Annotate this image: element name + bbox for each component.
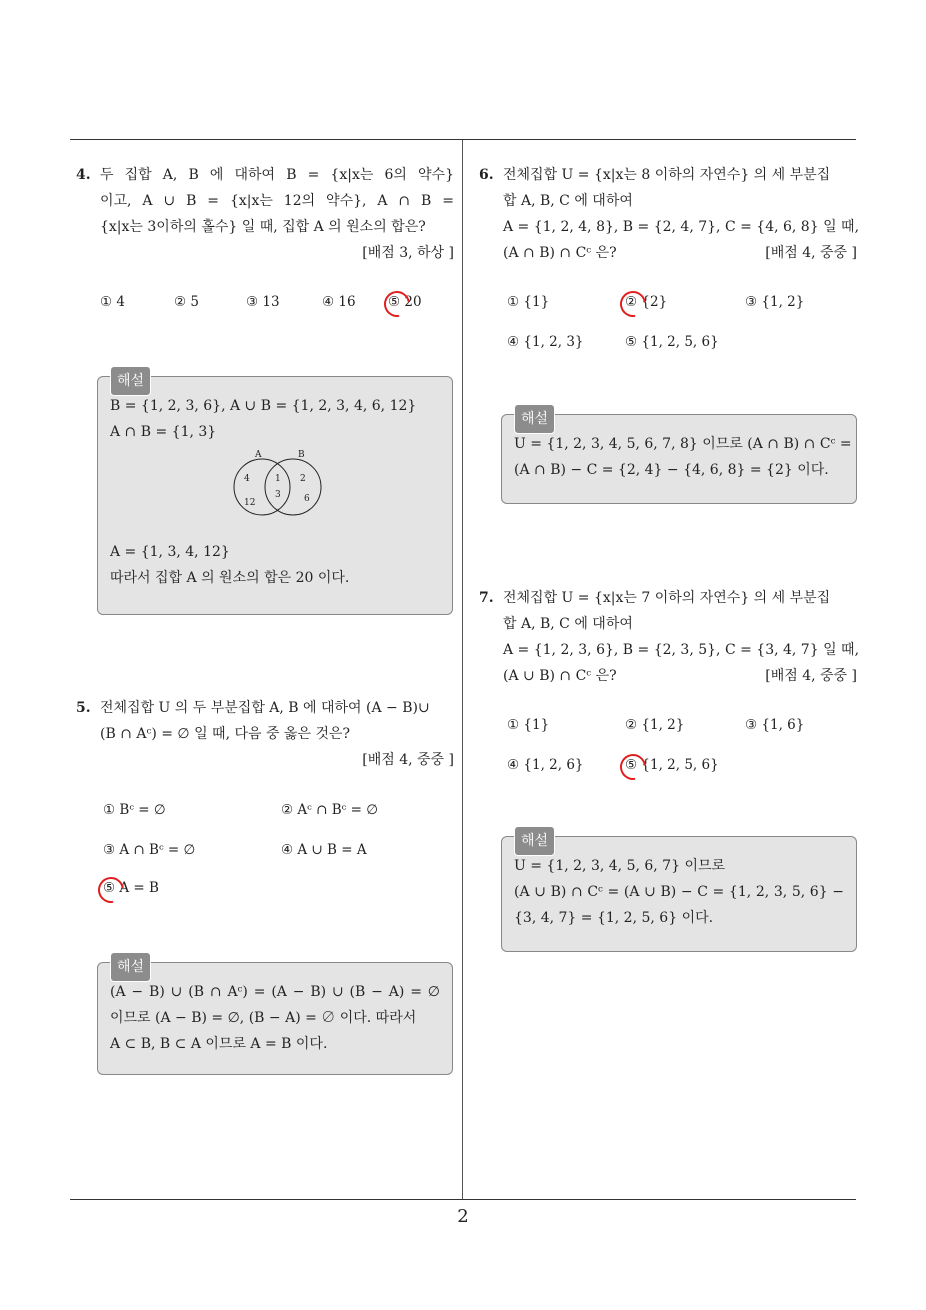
choice-5[interactable]: ⑤ A = B [103,880,159,896]
top-rule [70,139,856,140]
choice-4[interactable]: ④ 16 [322,294,356,310]
explanation-line: U = {1, 2, 3, 4, 5, 6, 7} 이므로 [514,858,726,874]
venn-value: 12 [244,498,256,508]
question-text-line: (A ∩ B) ∩ Cᶜ 은? [503,245,617,261]
choices-q5 [103,802,453,902]
venn-value: 1 [275,474,281,484]
explanation-box-q4 [97,373,453,615]
choice-2[interactable]: ② 5 [174,294,199,310]
question-text-line: 전체집합 U = {x|x는 7 이하의 자연수} 의 세 부분집 [503,590,831,606]
choice-2[interactable]: ② {1, 2} [625,717,685,733]
question-text-line: 이고, A ∪ B = {x|x는 12의 약수}, A ∩ B = [100,193,454,209]
venn-diagram [222,449,342,527]
choice-3[interactable]: ③ 13 [246,294,280,310]
score-label: [배점 4, 중중 ] [765,668,857,684]
answer-mark-icon [615,286,651,322]
choice-4[interactable]: ④ {1, 2, 3} [507,334,584,350]
explanation-line: (A ∩ B) − C = {2, 4} − {4, 6, 8} = {2} 이다. [514,462,829,478]
answer-mark-icon [93,872,129,908]
explanation-box-q7 [501,833,857,952]
question-number: 5. [76,700,91,716]
question-6 [479,162,860,266]
explanation-line: A ∩ B = {1, 3} [110,424,217,440]
question-text-line: 전체집합 U 의 두 부분집합 A, B 에 대하여 (A − B)∪ [100,700,430,716]
question-text-line: 합 A, B, C 에 대하여 [503,616,633,632]
explanation-tag: 해설 [110,366,151,396]
choice-3[interactable]: ③ A ∩ Bᶜ = ∅ [103,842,196,858]
choice-1[interactable]: ① 4 [100,294,125,310]
explanation-tag: 해설 [110,952,151,982]
explanation-line: (A ∪ B) ∩ Cᶜ = (A ∪ B) − C = {1, 2, 3, 5, 6} − [514,884,844,900]
explanation-line: 이므로 (A − B) = ∅, (B − A) = ∅ 이다. 따라서 [110,1010,417,1026]
question-text-line: 두 집합 A, B 에 대하여 B = {x|x는 6의 약수} [100,167,454,183]
bottom-rule [70,1199,856,1200]
venn-label-b: B [298,450,305,460]
venn-label-a: A [255,450,262,460]
question-5 [76,695,454,773]
question-text-line: A = {1, 2, 3, 6}, B = {2, 3, 5}, C = {3, 4, 7} 일 때, [503,642,860,658]
question-7 [479,585,860,689]
score-label: [배점 3, 하상 ] [362,245,454,261]
explanation-line: U = {1, 2, 3, 4, 5, 6, 7, 8} 이므로 (A ∩ B) ∩ Cᶜ = [514,436,852,452]
page-number: 2 [457,1206,469,1227]
choice-1[interactable]: ① Bᶜ = ∅ [103,802,166,818]
answer-mark-icon [615,749,651,785]
choice-2[interactable]: ② {2} [625,294,668,310]
choices-q4 [100,294,454,316]
score-label: [배점 4, 중중 ] [362,752,454,768]
explanation-line: (A − B) ∪ (B ∩ Aᶜ) = (A − B) ∪ (B − A) = ∅ [110,984,440,1000]
question-text-line: (B ∩ Aᶜ) = ∅ 일 때, 다음 중 옳은 것은? [100,726,350,742]
explanation-box-q5 [97,959,453,1075]
choice-4[interactable]: ④ A ∪ B = A [281,842,367,858]
explanation-line: B = {1, 2, 3, 6}, A ∪ B = {1, 2, 3, 4, 6, 12} [110,398,417,414]
choice-3[interactable]: ③ {1, 6} [745,717,805,733]
explanation-tag: 해설 [514,826,555,856]
question-number: 4. [76,167,91,183]
venn-value: 4 [244,474,250,484]
choice-1[interactable]: ① {1} [507,294,550,310]
column-divider [462,140,463,1200]
choice-1[interactable]: ① {1} [507,717,550,733]
choice-5[interactable]: ⑤ 20 [388,294,422,310]
question-text-line: A = {1, 2, 4, 8}, B = {2, 4, 7}, C = {4, 6, 8} 일 때, [503,219,860,235]
choice-5[interactable]: ⑤ {1, 2, 5, 6} [625,334,719,350]
question-text-line: 합 A, B, C 에 대하여 [503,193,633,209]
question-text-line: {x|x는 3이하의 홀수} 일 때, 집합 A 의 원소의 합은? [100,219,426,235]
venn-value: 3 [275,490,281,500]
venn-value: 6 [304,494,310,504]
explanation-line: 따라서 집합 A 의 원소의 합은 20 이다. [110,570,350,586]
explanation-box-q6 [501,411,857,504]
explanation-line: A ⊂ B, B ⊂ A 이므로 A = B 이다. [110,1036,328,1052]
explanation-line: A = {1, 3, 4, 12} [110,544,230,560]
answer-mark-icon [379,286,415,322]
venn-value: 2 [300,474,306,484]
choice-2[interactable]: ② Aᶜ ∩ Bᶜ = ∅ [281,802,378,818]
question-text-line: (A ∪ B) ∩ Cᶜ 은? [503,668,617,684]
question-number: 7. [479,590,494,606]
explanation-line: {3, 4, 7} = {1, 2, 5, 6} 이다. [514,910,714,926]
question-text-line: 전체집합 U = {x|x는 8 이하의 자연수} 의 세 부분집 [503,167,831,183]
choices-q6 [507,294,857,354]
score-label: [배점 4, 중중 ] [765,245,857,261]
question-number: 6. [479,167,494,183]
explanation-tag: 해설 [514,404,555,434]
choice-5[interactable]: ⑤ {1, 2, 5, 6} [625,757,719,773]
choice-4[interactable]: ④ {1, 2, 6} [507,757,584,773]
question-4 [76,162,454,266]
choice-3[interactable]: ③ {1, 2} [745,294,805,310]
choices-q7 [507,717,857,777]
